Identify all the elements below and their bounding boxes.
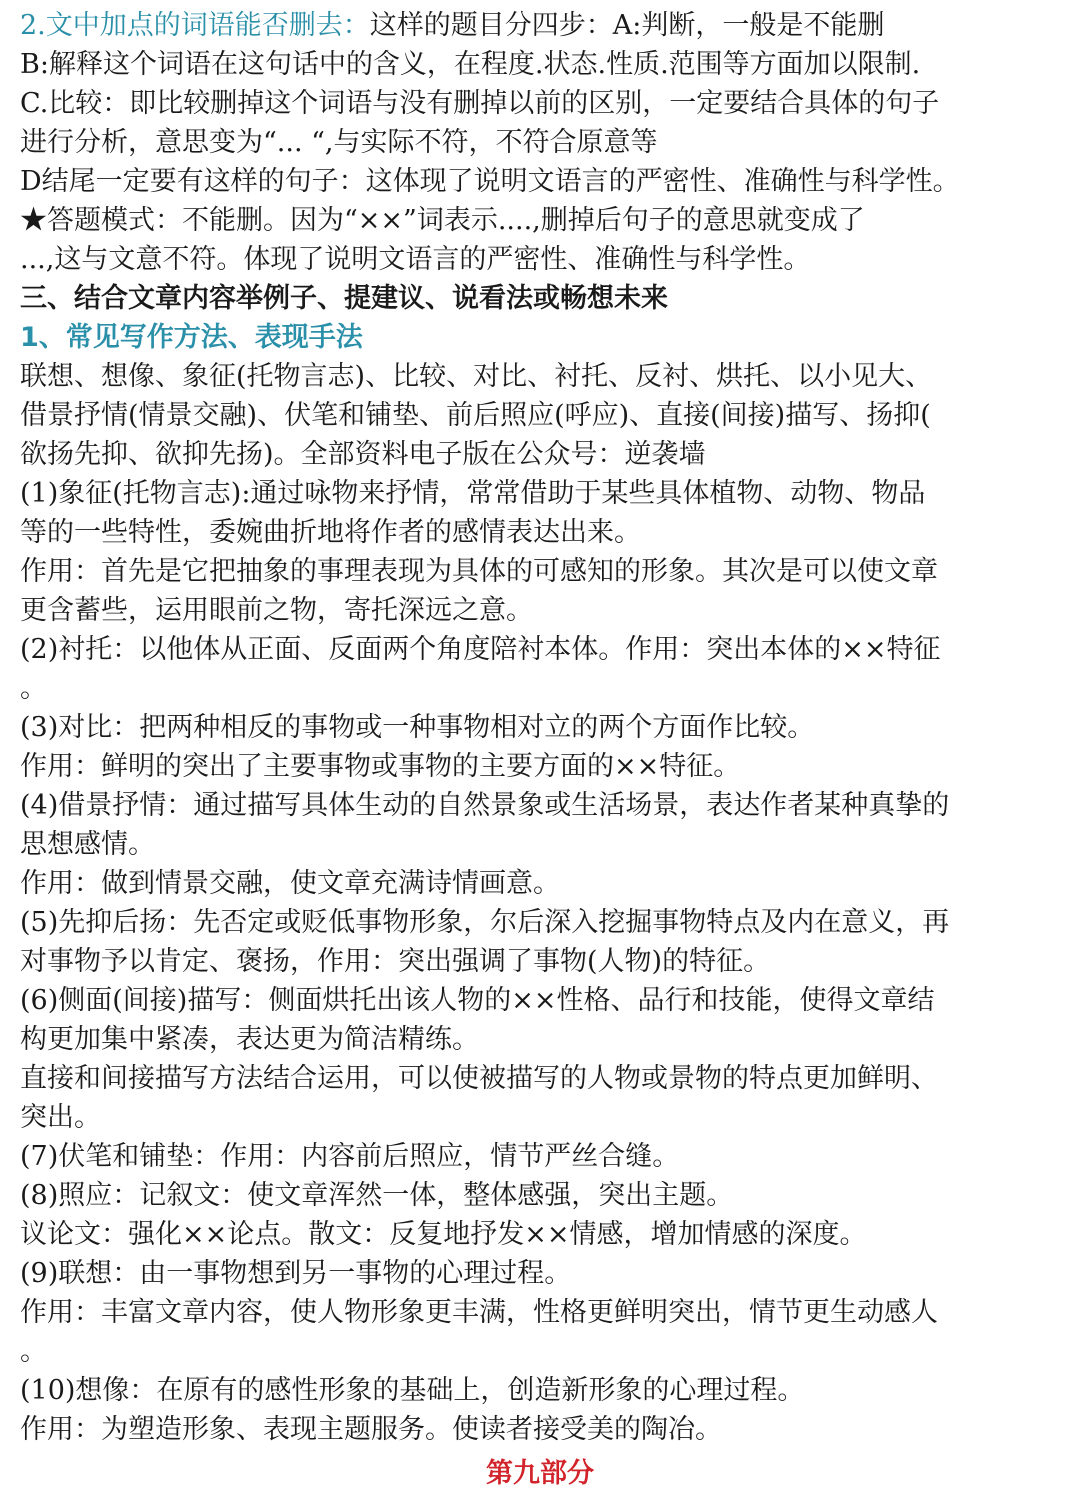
line-12: (1)象征(托物言志):通过咏物来抒情，常常借助于某些具体植物、动物、物品 [20,478,926,509]
line-22: 作用：做到情景交融，使文章充满诗情画意。 [20,868,560,899]
line-10: 借景抒情(情景交融)、伏笔和铺垫、前后照应(呼应)、直接(间接)描写、扬抑( [20,400,931,431]
line-24: 对事物予以肯定、褒扬，作用：突出强调了事物(人物)的特征。 [20,946,771,977]
line-28: 突出。 [20,1102,101,1133]
subsection-heading: 1、常见写作方法、表现手法 [20,322,363,353]
line-15: 更含蓄些，运用眼前之物，寄托深远之意。 [20,595,533,626]
line-26: 构更加集中紧凑，表达更为简洁精练。 [20,1024,479,1055]
question-lead: 2.文中加点的词语能否删去： [20,10,370,41]
line-0 [20,6,1064,45]
line-33: 作用：丰富文章内容，使人物形象更丰满，性格更鲜明突出，情节更生动感人 [20,1297,938,1328]
line-18: (3)对比：把两种相反的事物或一种事物相对立的两个方面作比较。 [20,712,815,743]
line-27: 直接和间接描写方法结合运用，可以使被描写的人物或景物的特点更加鲜明、 [20,1063,938,1094]
line-31: 议论文：强化××论点。散文：反复地抒发××情感，增加情感的深度。 [20,1219,867,1250]
line-29: (7)伏笔和铺垫：作用：内容前后照应，情节严丝合缝。 [20,1141,680,1172]
line-3: 进行分析，意思变为“... “,与实际不符，不符合原意等 [20,127,658,158]
line-4: D结尾一定要有这样的句子：这体现了说明文语言的严密性、准确性与科学性。 [20,166,960,197]
line-14: 作用：首先是它把抽象的事理表现为具体的可感知的形象。其次是可以使文章 [20,556,938,587]
line-21: 思想感情。 [20,829,155,860]
line-36: 作用：为塑造形象、表现主题服务。使读者接受美的陶冶。 [20,1414,722,1445]
document-body [20,6,1064,1449]
line-16: (2)衬托：以他体从正面、反面两个角度陪衬本体。作用：突出本体的××特征 [20,634,941,665]
line-5: ★答题模式：不能删。因为“××”词表示....,删掉后句子的意思就变成了 [20,205,865,236]
line-25: (6)侧面(间接)描写：侧面烘托出该人物的××性格、品行和技能，使得文章结 [20,985,935,1016]
line-30: (8)照应：记叙文：使文章浑然一体，整体感强，突出主题。 [20,1180,734,1211]
line-11: 欲扬先抑、欲抑先扬)。全部资料电子版在公众号：逆袭墙 [20,439,706,470]
section-heading: 三、结合文章内容举例子、提建议、说看法或畅想未来 [20,283,668,314]
line-35: (10)想像：在原有的感性形象的基础上，创造新形象的心理过程。 [20,1375,805,1406]
line-2: C.比较：即比较删掉这个词语与没有删掉以前的区别，一定要结合具体的句子 [20,88,940,119]
line-9: 联想、想像、象征(托物言志)、比较、对比、衬托、反衬、烘托、以小见大、 [20,361,933,392]
section-footer-label: 第九部分 [486,1458,594,1489]
line-17: 。 [20,673,47,704]
line-13: 等的一些特性，委婉曲折地将作者的感情表达出来。 [20,517,641,548]
line-23: (5)先抑后扬：先否定或贬低事物形象，尔后深入挖掘事物特点及内在意义，再 [20,907,950,938]
line-20: (4)借景抒情：通过描写具体生动的自然景象或生活场景，表达作者某种真挚的 [20,790,950,821]
line-19: 作用：鲜明的突出了主要事物或事物的主要方面的××特征。 [20,751,741,782]
line-6: ...,这与文意不符。体现了说明文语言的严密性、准确性与科学性。 [20,244,811,275]
line-1: B:解释这个词语在这句话中的含义，在程度.状态.性质.范围等方面加以限制. [20,49,921,80]
line-32: (9)联想：由一事物想到另一事物的心理过程。 [20,1258,572,1289]
line-34: 。 [20,1336,47,1367]
line-text: 这样的题目分四步：A:判断，一般是不能删 [369,10,885,41]
